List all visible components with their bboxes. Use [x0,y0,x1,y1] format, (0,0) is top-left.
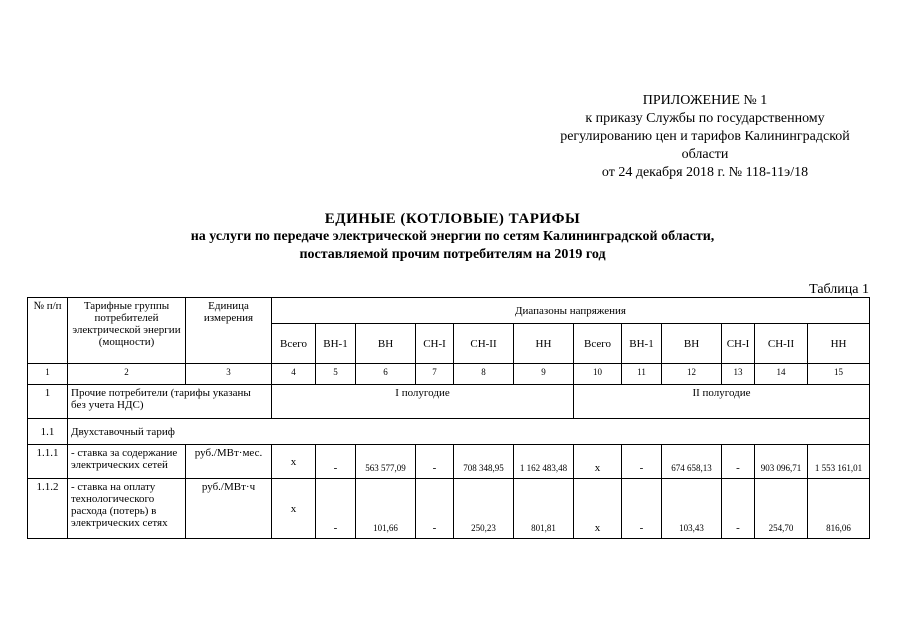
row-label: - ставка за содержание электрических сетей [68,445,186,479]
row-num: 1.1.1 [28,445,68,479]
row-unit: руб./МВт·ч [186,479,272,539]
title-sub-line-1: на услуги по передаче электрической энергии по сетям Калининградской области, [190,229,715,244]
appendix-line: области [681,147,729,162]
value-cell: 801,81 [514,479,574,539]
table-caption: Таблица 1 [809,282,869,297]
column-number: 5 [316,364,356,385]
row-label: - ставка на оплату технологического расхода (потерь) в электрических сетях [68,479,186,539]
value-cell: х [574,445,622,479]
value-cell: х [272,445,316,479]
row-unit: руб./МВт·мес. [186,445,272,479]
value-cell: 1 162 483,48 [514,445,574,479]
header-groups: Тарифные группы потребителей электрической энергии (мощности) [68,298,186,364]
value-cell: - [622,445,662,479]
column-number: 3 [186,364,272,385]
tariff-table [27,297,870,539]
value-cell: 250,23 [454,479,514,539]
row-num: 1.1 [28,419,68,445]
appendix-line: регулированию цен и тарифов Калининградской [560,129,850,144]
table-row [28,419,870,445]
row-num: 1.1.2 [28,479,68,539]
table-row [28,385,870,419]
header-voltage: НН [514,324,574,364]
column-number: 13 [722,364,755,385]
column-number: 6 [356,364,416,385]
column-number: 7 [416,364,454,385]
header-voltage: НН [808,324,870,364]
value-cell: 708 348,95 [454,445,514,479]
header-voltage: СН-II [755,324,808,364]
value-cell: х [574,479,622,539]
header-voltage: Всего [272,324,316,364]
table-row [28,479,870,539]
column-number: 14 [755,364,808,385]
value-cell: - [722,479,755,539]
value-cell: - [316,445,356,479]
title-sub-line-2: поставляемой прочим потребителям на 2019 год [299,247,606,262]
value-cell: - [722,445,755,479]
header-num: № п/п [28,298,68,364]
appendix-line: ПРИЛОЖЕНИЕ № 1 [642,93,768,108]
appendix-line: к приказу Службы по государственному [585,111,825,126]
document-title [0,210,905,264]
column-number: 15 [808,364,870,385]
column-number-row [28,364,870,385]
value-cell: 674 658,13 [662,445,722,479]
half-year-1: I полугодие [272,385,574,419]
value-cell: 1 553 161,01 [808,445,870,479]
header-row-1 [28,298,870,324]
column-number: 1 [28,364,68,385]
row-label: Двухставочный тариф [68,419,870,445]
header-voltage: СН-II [454,324,514,364]
header-voltage: ВН-1 [316,324,356,364]
header-voltage: ВН [356,324,416,364]
value-cell: 903 096,71 [755,445,808,479]
value-cell: - [416,479,454,539]
value-cell: 103,43 [662,479,722,539]
header-voltage: ВН [662,324,722,364]
appendix-line: от 24 декабря 2018 г. № 118-11э/18 [601,165,809,180]
column-number: 10 [574,364,622,385]
half-year-2: II полугодие [574,385,870,419]
appendix-block [520,92,890,182]
header-ranges: Диапазоны напряжения [272,298,870,324]
value-cell: 254,70 [755,479,808,539]
table-row [28,445,870,479]
value-cell: 816,06 [808,479,870,539]
header-voltage: ВН-1 [622,324,662,364]
column-number: 2 [68,364,186,385]
title-main: ЕДИНЫЕ (КОТЛОВЫЕ) ТАРИФЫ [324,211,581,227]
value-cell: - [316,479,356,539]
row-label: Прочие потребители (тарифы указаны без учета НДС) [68,385,272,419]
value-cell: - [416,445,454,479]
column-number: 11 [622,364,662,385]
header-unit: Единица измерения [186,298,272,364]
column-number: 8 [454,364,514,385]
value-cell: 101,66 [356,479,416,539]
header-voltage: СН-I [416,324,454,364]
value-cell: 563 577,09 [356,445,416,479]
column-number: 12 [662,364,722,385]
value-cell: - [622,479,662,539]
header-voltage: Всего [574,324,622,364]
column-number: 9 [514,364,574,385]
row-num: 1 [28,385,68,419]
header-voltage: СН-I [722,324,755,364]
value-cell: х [272,479,316,539]
column-number: 4 [272,364,316,385]
